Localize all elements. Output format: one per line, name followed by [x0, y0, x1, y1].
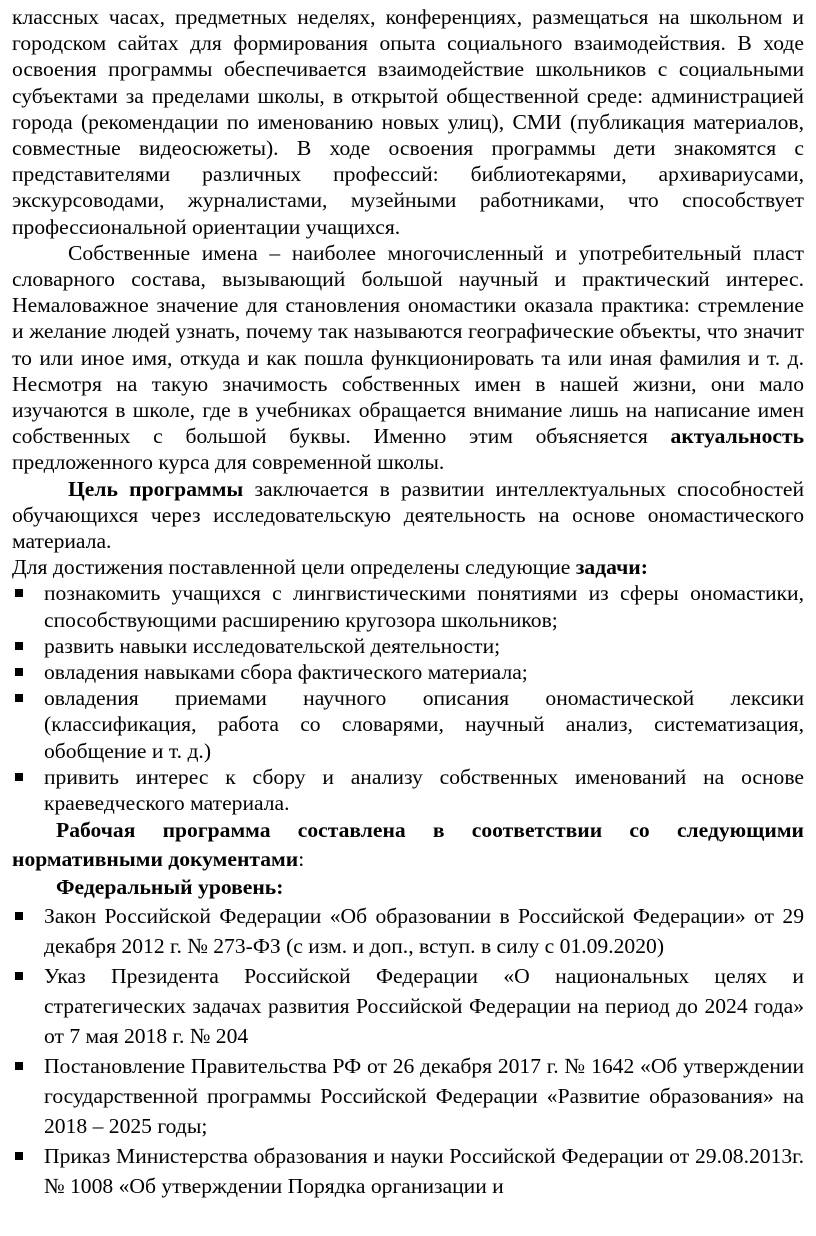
- goal-text: заключается в развитии интеллектуальных способностей обучающихся через исследовательскую деятельность на основе ономастического материала.: [12, 476, 804, 554]
- federal-document-text: Приказ Министерства образования и науки Российской Федерации от 29.08.2013г. № 1008 «Об утверждении Порядка организации и: [44, 1143, 804, 1198]
- federal-level-heading: [12, 874, 804, 900]
- paragraph-relevance: [12, 240, 804, 476]
- paragraph-goal: [12, 476, 804, 555]
- task-text: познакомить учащихся с лингвистическими понятиями из сферы ономастики, способствующими расширению кругозора школьников;: [44, 581, 804, 632]
- federal-documents-list: [12, 901, 804, 1201]
- task-text: развить навыки исследовательской деятельности;: [44, 633, 501, 658]
- goal-keyword: Цель программы: [68, 476, 244, 501]
- tasks-intro: [12, 554, 804, 580]
- square-bullet-icon: [15, 642, 23, 650]
- square-bullet-icon: [15, 912, 23, 920]
- task-text: овладения приемами научного описания ономастической лексики (классификация, работа со словарями, научный анализ, систематизация, обобщение и т. д.): [44, 686, 804, 763]
- document-page: [0, 4, 816, 1236]
- square-bullet-icon: [15, 694, 23, 702]
- task-item: [12, 580, 804, 632]
- federal-document-item: [12, 961, 804, 1051]
- square-bullet-icon: [15, 1062, 23, 1070]
- tasks-list: [12, 580, 804, 816]
- square-bullet-icon: [15, 972, 23, 980]
- square-bullet-icon: [15, 668, 23, 676]
- tasks-intro-text: Для достижения поставленной цели определены следующие: [12, 555, 576, 580]
- normative-colon: :: [298, 847, 305, 872]
- task-item: [12, 633, 804, 659]
- federal-level-heading-text: Федеральный уровень:: [56, 875, 284, 900]
- federal-document-text: Постановление Правительства РФ от 26 декабря 2017 г. № 1642 «Об утверждении государственной программы Российской Федерации «Развитие образования» на 2018 – 2025 годы;: [44, 1053, 804, 1138]
- tasks-keyword: задачи:: [575, 555, 648, 580]
- square-bullet-icon: [15, 589, 23, 597]
- normative-heading: [12, 816, 804, 874]
- paragraph-social-interaction: классных часах, предметных неделях, конференциях, размещаться на школьном и городском сайтах для формирования опыта социального взаимодействия. В ходе освоения программы обеспечивается взаимодействие школьников с социальными субъектами за пределами школы, в открытой общественной среде: администрацией города (рекомендации по именованию новых улиц), СМИ (публикация материалов, совместные видеосюжеты). В ходе освоения программы дети знакомятся с представителями различных профессий: библиотекарями, архивариусами, экскурсоводами, журналистами, музейными работниками, что способствует профессиональной ориентации учащихся.: [12, 5, 804, 239]
- federal-document-item: [12, 1141, 804, 1201]
- task-item: [12, 659, 804, 685]
- task-text: привить интерес к сбору и анализу собственных именований на основе краеведческого материала.: [44, 764, 804, 816]
- task-item: [12, 764, 804, 816]
- federal-document-item: [12, 901, 804, 961]
- task-item: [12, 685, 804, 764]
- normative-heading-text: Рабочая программа составлена в соответствии со следующими нормативными документами: [12, 818, 804, 872]
- square-bullet-icon: [15, 1152, 23, 1160]
- relevance-text-after: предложенного курса для современной школы.: [12, 450, 445, 475]
- federal-document-text: Закон Российской Федерации «Об образовании в Российской Федерации» от 29 декабря 2012 г. № 273-ФЗ (с изм. и доп., вступ. в силу с 01.09.2020): [44, 903, 804, 958]
- task-text: овладения навыками сбора фактического материала;: [44, 660, 528, 685]
- federal-document-item: [12, 1051, 804, 1141]
- relevance-keyword: актуальность: [670, 424, 804, 449]
- square-bullet-icon: [15, 773, 23, 781]
- relevance-text-before: Собственные имена – наиболее многочисленный и употребительный пласт словарного состава, вызывающий большой научный и практический интерес. Немаловажное значение для становления ономастики оказала практика: стремление и желание людей узнать, почему так называются географические объекты, что значит то или иное имя, откуда и как пошла функционировать та или иная фамилия и т. д. Несмотря на такую значимость собственных имен в нашей жизни, они мало изучаются в школе, где в учебниках обращается внимание лишь на написание имен собственных с большой буквы. Именно этим объясняется: [12, 240, 804, 449]
- federal-document-text: Указ Президента Российской Федерации «О национальных целях и стратегических задачах развития Российской Федерации на период до 2024 года» от 7 мая 2018 г. № 204: [44, 963, 804, 1048]
